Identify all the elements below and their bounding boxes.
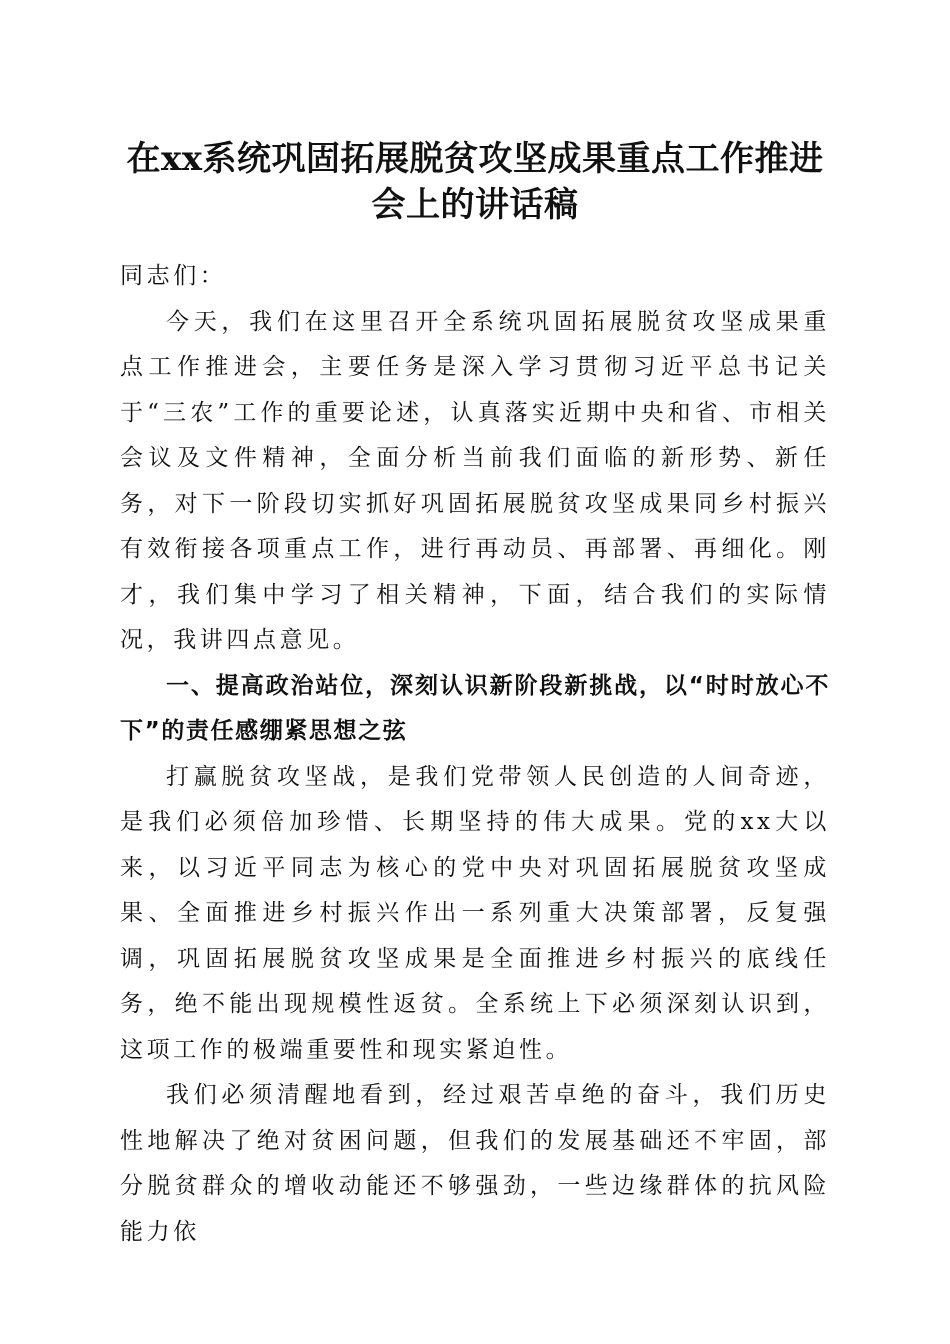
section-1-paragraph-2: 我们必须清醒地看到，经过艰苦卓绝的奋斗，我们历史性地解决了绝对贫困问题，但我们的发展基础还不牢固，部分脱贫群众的增收动能还不够强劲，一些边缘群体的抗风险能力依	[120, 1082, 830, 1245]
salutation: 同志们：	[120, 263, 227, 289]
section-1-paragraph-1: 打赢脱贫攻坚战，是我们党带领人民创造的人间奇迹，是我们必须倍加珍惜、长期坚持的伟大成果。党的xx大以来，以习近平同志为核心的党中央对巩固拓展脱贫攻坚成果、全面推进乡村振兴作出一系列重大决策部署，反复强调，巩固拓展脱贫攻坚成果是全面推进乡村振兴的底线任务，绝不能出现规模性返贫。全系统上下必须深刻认识到，这项工作的极端重要性和现实紧迫性。	[120, 763, 830, 1063]
document-body	[120, 254, 830, 1255]
opening-paragraph: 今天，我们在这里召开全系统巩固拓展脱贫攻坚成果重点工作推进会，主要任务是深入学习贯彻习近平总书记关于“三农”工作的重要论述，认真落实近期中央和省、市相关会议及文件精神，全面分析当前我们面临的新形势、新任务，对下一阶段切实抓好巩固拓展脱贫攻坚成果同乡村振兴有效衔接各项重点工作，进行再动员、再部署、再细化。刚才，我们集中学习了相关精神，下面，结合我们的实际情况，我讲四点意见。	[120, 308, 830, 653]
section-heading-1: 一、提高政治站位，深刻认识新阶段新挑战，以“时时放心不下”的责任感绷紧思想之弦	[120, 672, 830, 744]
document-title: 在xx系统巩固拓展脱贫攻坚成果重点工作推进会上的讲话稿	[126, 139, 824, 225]
